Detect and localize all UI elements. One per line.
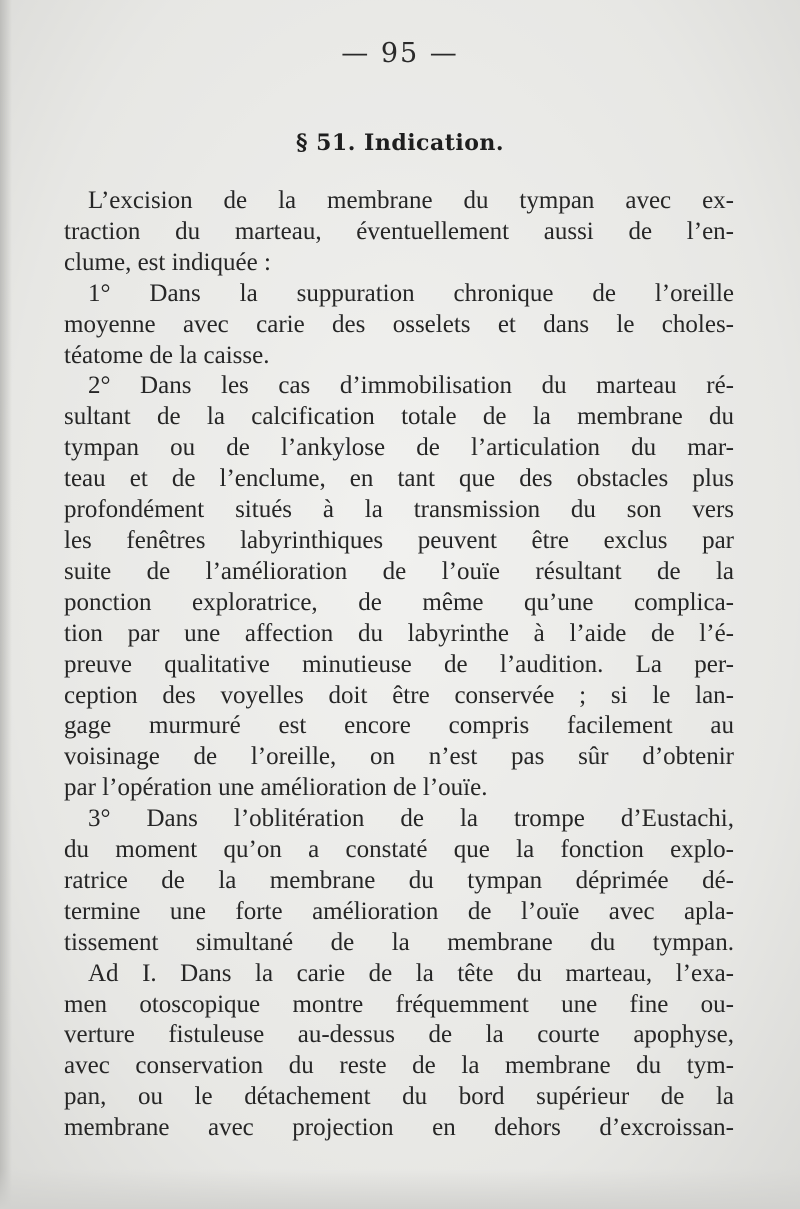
text-line: tion par une affection du labyrinthe à l’aide de l’é-	[64, 619, 734, 647]
text-line: voisinage de l’oreille, on n’est pas sûr d’obtenir	[64, 743, 734, 771]
text-line: men otoscopique montre fréquemment une fine ou-	[64, 990, 734, 1018]
section-heading: § 51. Indication.	[295, 130, 505, 156]
text-line: tympan ou de l’ankylose de l’articulation du mar-	[64, 434, 734, 462]
text-line: verture fistuleuse au-dessus de la courte apophyse,	[64, 1021, 734, 1049]
page-edge-shadow	[0, 0, 12, 1209]
text-line: avec conservation du reste de la membrane du tym-	[64, 1052, 734, 1080]
text-line: Ad I. Dans la carie de la tête du marteau, l’exa-	[88, 959, 734, 987]
text-line: les fenêtres labyrinthiques peuvent être exclus par	[64, 526, 734, 554]
text-line: sultant de la calcification totale de la membrane du	[64, 403, 734, 431]
text-line: 1° Dans la suppuration chronique de l’oreille	[88, 279, 734, 307]
text-line: preuve qualitative minutieuse de l’audition. La per-	[64, 650, 734, 678]
body-text	[64, 186, 734, 1144]
text-line: teau et de l’enclume, en tant que des obstacles plus	[64, 465, 734, 493]
text-line: moyenne avec carie des osselets et dans le choles-	[64, 310, 734, 338]
text-line: par l’opération une amélioration de l’ouïe.	[64, 774, 488, 802]
text-line: du moment qu’on a constaté que la fonction explo-	[64, 836, 734, 864]
text-line: suite de l’amélioration de l’ouïe résultant de la	[64, 557, 734, 585]
text-line: L’excision de la membrane du tympan avec ex-	[88, 187, 734, 214]
text-line: clume, est indiquée :	[64, 248, 271, 276]
page-number: — 95 —	[341, 38, 459, 69]
text-line: 2° Dans les cas d’immobilisation du marteau ré-	[88, 372, 734, 400]
text-line: tissement simultané de la membrane du tympan.	[64, 928, 734, 956]
text-line: 3° Dans l’oblitération de la trompe d’Eustachi,	[88, 805, 734, 833]
text-line: traction du marteau, éventuellement aussi de l’en-	[64, 217, 734, 245]
text-line: termine une forte amélioration de l’ouïe avec apla-	[64, 897, 734, 925]
text-line: membrane avec projection en dehors d’excroissan-	[64, 1114, 734, 1142]
page-bottom-shadow	[0, 1169, 800, 1209]
text-line: gage murmuré est encore compris facilement au	[64, 712, 734, 740]
text-line: ratrice de la membrane du tympan déprimée dé-	[64, 866, 734, 894]
text-line: profondément situés à la transmission du son vers	[64, 496, 734, 524]
text-line: ponction exploratrice, de même qu’une complica-	[64, 588, 734, 616]
text-line: téatome de la caisse.	[64, 341, 270, 369]
text-line: ception des voyelles doit être conservée ; si le lan-	[64, 681, 734, 709]
text-line: pan, ou le détachement du bord supérieur de la	[64, 1083, 734, 1111]
